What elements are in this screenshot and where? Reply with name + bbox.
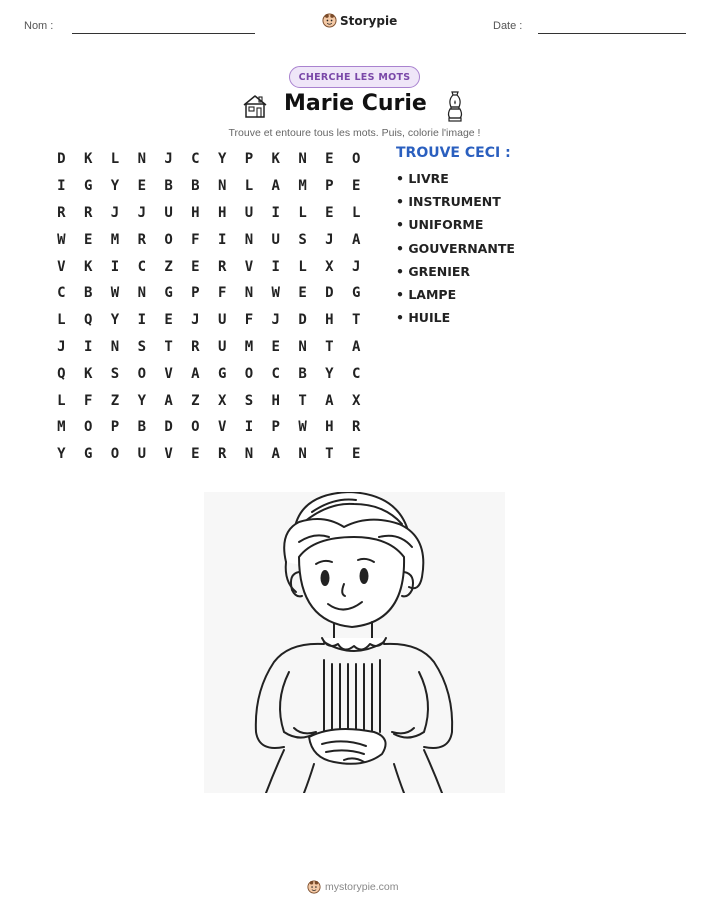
grid-cell[interactable]: N xyxy=(298,338,307,355)
grid-cell[interactable]: J xyxy=(137,204,146,221)
grid-cell[interactable]: L xyxy=(298,258,307,275)
grid-cell[interactable]: Y xyxy=(217,151,227,168)
grid-cell[interactable]: E xyxy=(325,204,334,221)
grid-cell[interactable]: L xyxy=(57,312,66,329)
grid-cell[interactable]: N xyxy=(217,178,227,195)
grid-cell[interactable]: J xyxy=(191,312,200,329)
word-search-grid[interactable] xyxy=(48,146,370,468)
grid-cell[interactable]: H xyxy=(217,204,227,221)
activity-badge-label: CHERCHE LES MOTS xyxy=(298,71,411,83)
grid-cell[interactable]: O xyxy=(351,151,361,168)
grid-cell[interactable]: S xyxy=(298,231,307,248)
brand-name: Storypie xyxy=(340,13,398,28)
grid-cell[interactable]: T xyxy=(351,312,361,329)
grid-row xyxy=(48,334,370,361)
grid-cell[interactable]: U xyxy=(217,312,227,329)
word-list-item: • INSTRUMENT xyxy=(396,194,501,210)
word-list-item: • LIVRE xyxy=(396,171,449,186)
grid-cell[interactable]: T xyxy=(164,338,173,355)
word-list-title: TROUVE CECI : xyxy=(396,145,511,161)
footer xyxy=(307,880,399,894)
grid-cell[interactable]: B xyxy=(137,419,146,436)
grid-cell[interactable]: G xyxy=(351,285,361,302)
grid-cell[interactable]: E xyxy=(164,312,173,329)
grid-cell[interactable]: Z xyxy=(164,258,173,275)
grid-cell[interactable]: N xyxy=(137,151,146,168)
grid-cell[interactable]: K xyxy=(83,258,93,275)
grid-row xyxy=(48,360,370,387)
grid-cell[interactable]: J xyxy=(57,338,66,355)
grid-cell[interactable]: S xyxy=(110,365,120,382)
grid-cell[interactable]: C xyxy=(137,258,146,275)
grid-cell[interactable]: N xyxy=(244,446,254,463)
word-list-item: • LAMPE xyxy=(396,286,457,302)
grid-cell[interactable]: A xyxy=(325,392,334,409)
grid-cell[interactable]: V xyxy=(57,258,66,275)
grid-cell[interactable]: K xyxy=(83,365,93,382)
grid-cell[interactable]: B xyxy=(191,178,200,195)
grid-cell[interactable]: L xyxy=(351,204,361,221)
grid-cell[interactable]: X xyxy=(217,392,227,409)
grid-cell[interactable]: W xyxy=(298,419,307,436)
name-line[interactable] xyxy=(72,33,255,34)
grid-cell[interactable]: L xyxy=(298,204,307,221)
grid-cell[interactable]: B xyxy=(83,285,93,302)
grid-cell[interactable]: B xyxy=(164,178,173,195)
grid-cell[interactable]: L xyxy=(244,178,254,195)
grid-cell[interactable]: I xyxy=(217,231,227,248)
grid-cell[interactable]: I xyxy=(83,338,93,355)
grid-cell[interactable]: J xyxy=(164,151,173,168)
grid-row xyxy=(48,226,370,253)
grid-cell[interactable]: R xyxy=(191,338,200,355)
grid-cell[interactable]: B xyxy=(298,365,307,382)
grid-cell[interactable]: Z xyxy=(110,392,120,409)
grid-cell[interactable]: P xyxy=(271,419,280,436)
grid-cell[interactable]: G xyxy=(217,365,227,382)
grid-cell[interactable]: D xyxy=(164,419,173,436)
grid-cell[interactable]: O xyxy=(191,419,200,436)
grid-cell[interactable]: F xyxy=(244,312,254,329)
word-list xyxy=(396,171,515,333)
grid-cell[interactable]: I xyxy=(271,258,280,275)
grid-cell[interactable]: W xyxy=(110,285,120,302)
grid-cell[interactable]: U xyxy=(271,231,280,248)
grid-cell[interactable]: R xyxy=(137,231,146,248)
grid-cell[interactable]: O xyxy=(244,365,254,382)
grid-cell[interactable]: I xyxy=(57,178,66,195)
grid-cell[interactable]: A xyxy=(271,446,280,463)
grid-cell[interactable]: N xyxy=(244,285,254,302)
storypie-logo-icon xyxy=(322,13,337,28)
grid-cell[interactable]: M xyxy=(244,338,254,355)
grid-cell[interactable]: H xyxy=(325,312,334,329)
grid-cell[interactable]: C xyxy=(191,151,200,168)
grid-cell[interactable]: E xyxy=(191,446,200,463)
page-title: Marie Curie xyxy=(284,91,427,116)
grid-cell[interactable]: W xyxy=(57,231,66,248)
brand-header xyxy=(322,13,397,28)
grid-cell[interactable]: W xyxy=(271,285,280,302)
grid-cell[interactable]: A xyxy=(351,231,361,248)
grid-cell[interactable]: N xyxy=(298,446,307,463)
grid-row xyxy=(48,200,370,227)
title-row xyxy=(0,90,709,124)
grid-row xyxy=(48,414,370,441)
grid-cell[interactable]: A xyxy=(164,392,173,409)
house-icon xyxy=(241,92,269,120)
grid-row xyxy=(48,253,370,280)
grid-cell[interactable]: U xyxy=(217,338,227,355)
grid-cell[interactable]: R xyxy=(217,446,227,463)
grid-cell[interactable]: Y xyxy=(325,365,334,382)
instructions: Trouve et entoure tous les mots. Puis, colorie l'image ! xyxy=(228,127,481,139)
grid-cell[interactable]: Y xyxy=(57,446,66,463)
word-list-item: • UNIFORME xyxy=(396,217,484,233)
grid-cell[interactable]: F xyxy=(83,392,93,409)
grid-cell[interactable]: J xyxy=(325,231,334,248)
grid-cell[interactable]: Y xyxy=(110,312,120,329)
grid-cell[interactable]: O xyxy=(137,365,146,382)
grid-cell[interactable]: J xyxy=(110,204,120,221)
grid-cell[interactable]: N xyxy=(298,151,307,168)
grid-cell[interactable]: A xyxy=(271,178,280,195)
grid-cell[interactable]: P xyxy=(110,419,120,436)
grid-cell[interactable]: U xyxy=(164,204,173,221)
grid-cell[interactable]: N xyxy=(137,285,146,302)
grid-cell[interactable]: S xyxy=(137,338,146,355)
grid-cell[interactable]: T xyxy=(325,338,334,355)
word-list-item: • GRENIER xyxy=(396,263,471,279)
grid-cell[interactable]: Y xyxy=(137,392,146,409)
grid-cell[interactable]: M xyxy=(298,178,307,195)
marie-curie-illustration xyxy=(204,492,505,793)
grid-cell[interactable]: R xyxy=(83,204,93,221)
grid-cell[interactable]: C xyxy=(271,365,280,382)
grid-row xyxy=(48,387,370,414)
grid-cell[interactable]: P xyxy=(244,151,254,168)
grid-cell[interactable]: N xyxy=(110,338,120,355)
grid-row xyxy=(48,307,370,334)
grid-row xyxy=(48,280,370,307)
grid-cell[interactable]: M xyxy=(110,231,120,248)
grid-cell[interactable]: G xyxy=(83,178,93,195)
grid-cell[interactable]: E xyxy=(351,446,361,463)
grid-cell[interactable]: T xyxy=(325,446,334,463)
activity-badge xyxy=(289,66,420,88)
storypie-logo-icon xyxy=(307,880,321,894)
grid-cell[interactable]: V xyxy=(164,365,173,382)
name-label: Nom : xyxy=(24,20,54,32)
grid-cell[interactable]: O xyxy=(110,446,120,463)
grid-cell[interactable]: V xyxy=(164,446,173,463)
word-list-item: • GOUVERNANTE xyxy=(396,240,515,256)
grid-cell[interactable]: H xyxy=(271,392,280,409)
grid-cell[interactable]: A xyxy=(351,338,361,355)
grid-cell[interactable]: G xyxy=(164,285,173,302)
grid-cell[interactable]: M xyxy=(57,419,66,436)
grid-cell[interactable]: D xyxy=(57,151,66,168)
grid-cell[interactable]: E xyxy=(191,258,200,275)
grid-cell[interactable]: J xyxy=(271,312,280,329)
grid-cell[interactable]: I xyxy=(271,204,280,221)
grid-cell[interactable]: R xyxy=(217,258,227,275)
footer-url[interactable]: mystorypie.com xyxy=(325,881,399,893)
grid-cell[interactable]: C xyxy=(57,285,66,302)
grid-cell[interactable]: A xyxy=(191,365,200,382)
grid-cell[interactable]: O xyxy=(164,231,173,248)
grid-cell[interactable]: R xyxy=(57,204,66,221)
grid-cell[interactable]: D xyxy=(325,285,334,302)
grid-cell[interactable]: R xyxy=(351,419,361,436)
grid-cell[interactable]: U xyxy=(244,204,254,221)
grid-cell[interactable]: X xyxy=(325,258,334,275)
grid-cell[interactable]: H xyxy=(325,419,334,436)
grid-cell[interactable]: S xyxy=(244,392,254,409)
grid-cell[interactable]: F xyxy=(191,231,200,248)
grid-cell[interactable]: X xyxy=(351,392,361,409)
grid-cell[interactable]: I xyxy=(110,258,120,275)
coloring-picture[interactable] xyxy=(204,492,505,793)
grid-cell[interactable]: E xyxy=(137,178,146,195)
grid-cell[interactable]: L xyxy=(110,151,120,168)
grid-cell[interactable]: I xyxy=(137,312,146,329)
oil-lamp-icon xyxy=(445,90,465,122)
grid-cell[interactable]: J xyxy=(351,258,361,275)
grid-cell[interactable]: N xyxy=(244,231,254,248)
grid-cell[interactable]: H xyxy=(191,204,200,221)
grid-cell[interactable]: I xyxy=(244,419,254,436)
grid-cell[interactable]: P xyxy=(191,285,200,302)
grid-cell[interactable]: Q xyxy=(57,365,66,382)
grid-cell[interactable]: Q xyxy=(83,312,93,329)
grid-cell[interactable]: Y xyxy=(110,178,120,195)
grid-row xyxy=(48,173,370,200)
grid-cell[interactable]: O xyxy=(83,419,93,436)
grid-cell[interactable]: T xyxy=(298,392,307,409)
grid-cell[interactable]: C xyxy=(351,365,361,382)
grid-cell[interactable]: F xyxy=(217,285,227,302)
grid-cell[interactable]: U xyxy=(137,446,146,463)
date-label: Date : xyxy=(493,20,523,32)
grid-cell[interactable]: E xyxy=(298,285,307,302)
grid-cell[interactable]: K xyxy=(83,151,93,168)
grid-cell[interactable]: Z xyxy=(191,392,200,409)
grid-cell[interactable]: G xyxy=(83,446,93,463)
grid-cell[interactable]: E xyxy=(351,178,361,195)
grid-row xyxy=(48,441,370,468)
grid-cell[interactable]: E xyxy=(325,151,334,168)
grid-cell[interactable]: V xyxy=(217,419,227,436)
word-list-item: • HUILE xyxy=(396,310,451,326)
grid-cell[interactable]: L xyxy=(57,392,66,409)
grid-cell[interactable]: P xyxy=(325,178,334,195)
grid-row xyxy=(48,146,370,173)
grid-cell[interactable]: V xyxy=(244,258,254,275)
grid-cell[interactable]: D xyxy=(298,312,307,329)
date-line[interactable] xyxy=(538,33,686,34)
grid-cell[interactable]: E xyxy=(271,338,280,355)
grid-cell[interactable]: E xyxy=(83,231,93,248)
grid-cell[interactable]: K xyxy=(271,151,280,168)
